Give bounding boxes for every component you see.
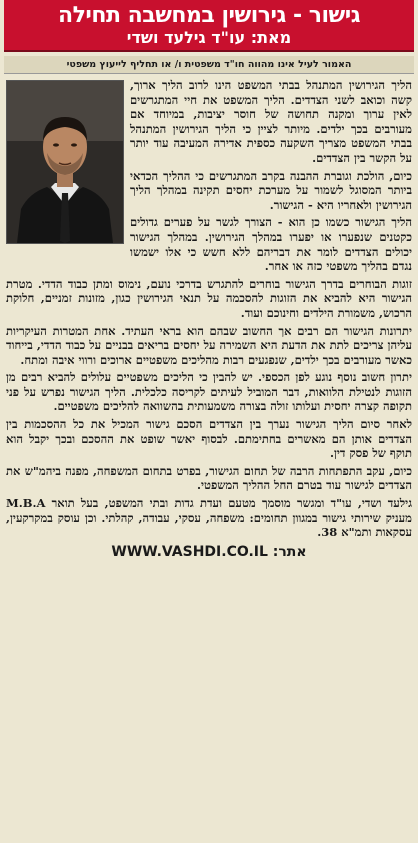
paragraph: כיום, עקב התפתחות הרבה של תחום הגישור, בפרט בתחום המשפחה, מפנה ביהמ"ש את הצדדים לגישור עוד בטרם החל ההליך המשפטי.	[6, 463, 412, 493]
paragraph: יתרונות הגישור הם רבים אך החשוב שבהם הוא בראי העתיד. אחת המטרות העיקריות עליהן צריכים לתת את הדעת היא השמירה על יחסים בריאים בבניים על כבוד הדדי, בייחוד כאשר מעורבים בכך ילדים, שנפגעים רבות מהליכים משפטיים ארוכים ורווי איבה ומתח.	[6, 323, 412, 367]
paragraph: זוגות הבוחרים בדרך הגישור בוחרים להתגרש בדרכי נועם, נימוס ומתן כבוד הדדי. מטרת הגישור היא להביא את הזוגות להסכמה על תנאי הגירושין כגון, מזונות זמניים, חלוקת הרכוש, משמורת הילדים וחינוכם ועוד.	[6, 276, 412, 320]
paragraph: יתרון חשוב נוסף נוגע לפן הכספי. יש להבין כי הליכים משפטיים עלולים להביא רבים מן הזוגות לנטילת הלוואות, דבר המוביל לעיתים לקריסה כלכלית. הליך הגישור נפרש על פני תקופה קצרה יחסית ועלותו זולה בצורה משמעותית בהשוואה להליכים משפטיים.	[6, 370, 412, 414]
paragraph: גילעד ושדי, עו"ד ומגשר מוסמך מטעם ועדת גדות ובתי המשפט, בעל תואר M.B.A מעניק שירותי גישור במגוון תחומים: משפחה, עסקי, עבודה, קהלתי. וכן עוסק במקרקעין, עסקאות ותמ"א 38.	[6, 496, 412, 540]
website-link[interactable]: WWW.VASHDI.CO.IL	[111, 543, 268, 560]
article-author: מאת: עו"ד גילעד ושדי	[126, 28, 292, 47]
article-body	[4, 78, 414, 540]
article-title: גישור - גירושין במחשבה תחילה	[57, 3, 361, 28]
legal-disclaimer: האמור לעיל אינו מהווה חו"ד משפטית ו/ או תחליף לייעוץ משפטי	[4, 56, 414, 74]
article-header	[4, 0, 414, 52]
website-label: אתר:	[272, 543, 307, 560]
portrait-photo-icon	[7, 81, 123, 243]
paragraph: לאחר סיום הליך הגישור נערך בין הצדדים הסכם גישור המכיל את כל ההסכמות בין הצדדים אותן הם מאשרים בחתימתם. לבסוף יאשר שופט את ההסכם ובכך יקבל הוא תוקף של פסק דין.	[6, 417, 412, 461]
website-footer	[4, 544, 414, 560]
paragraph: כיום, הולכת וגוברת ההבנה בקרב המתגרשים כי ההליך הכדאי ביותר המסוגל לשמור על מערכת יחסים תקינה במהלך הליך הגירושין ולאחריו היא - הגישור.	[130, 168, 412, 212]
paragraph: הליך הגישור כשמו כן הוא - הצורך לגשר על פערים גדולים כקטנים שנפערו או יפערו במהלך הגירושין. במהלך הגישור יכולים הצדדים לומר את דבריהם ללא חשש כי אלו ישמשו נגדם בהליך משפטי כזה או אחר.	[130, 215, 412, 274]
paragraph: הליך הגירושין המתנהל בבתי המשפט הינו לרוב הליך ארוך, קשה וכואב לשני הצדדים. הליך המשפט את חיי המתגרשים לאין ערוך ומקנה תחושה של חוסר יציבות, במיוחד אם מעורבים בכך ילדים. מיותר לציין כי הליך הגירושין המתנהל בבתי המשפט מצריך השקעה כספית אדירה המעיבה עוד יותר על הקשר בין הצדדים.	[130, 78, 412, 165]
author-photo	[6, 80, 124, 244]
